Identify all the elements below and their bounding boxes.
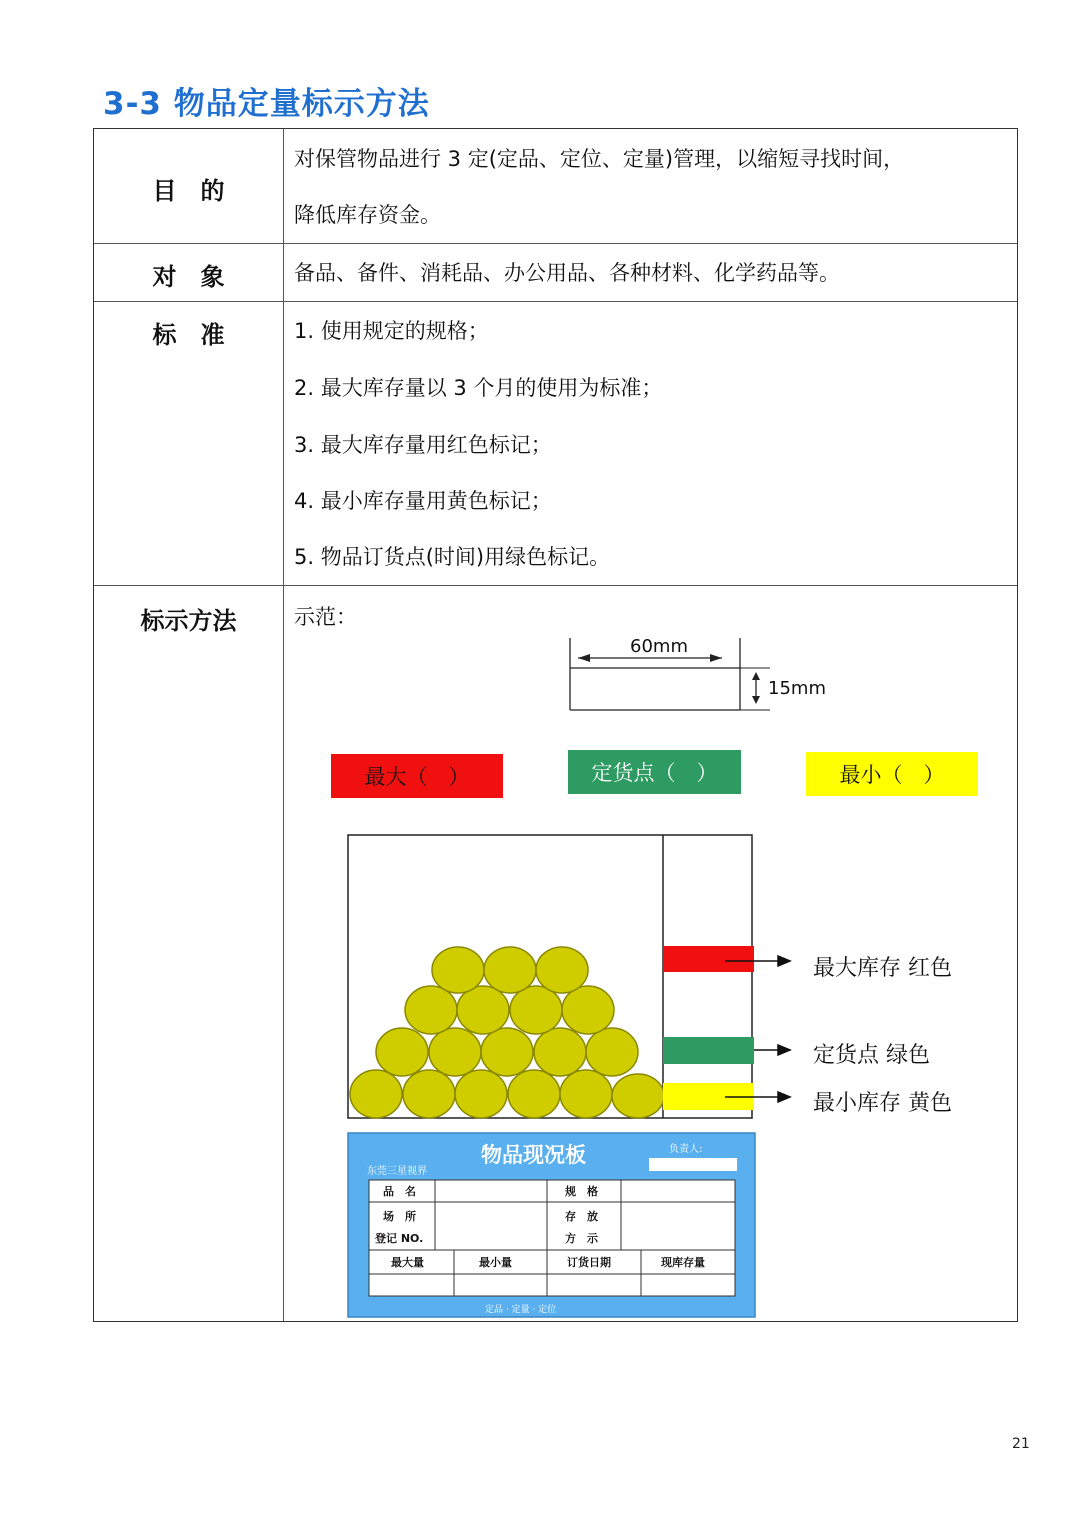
min-legend-label: 最小库存 黄色 <box>813 1091 952 1116</box>
purpose-text-line2: 降低库存资金。 <box>294 203 441 227</box>
board-storage-label: 存 放 <box>565 1210 598 1223</box>
column-divider <box>283 129 284 1321</box>
max-legend-label: 最大库存 红色 <box>813 956 952 981</box>
board-place-label: 场 所 <box>383 1210 416 1223</box>
shelf-diagram <box>340 830 1000 1125</box>
board-company: 东莞三星视界 <box>367 1166 427 1177</box>
board-storage-label: 方 示 <box>565 1232 598 1245</box>
max-level-band <box>663 946 754 972</box>
board-footer: 定品 · 定量 · 定位 <box>485 1305 557 1315</box>
purpose-text-line1: 对保管物品进行 3 定(定品、定位、定量)管理，以缩短寻找时间， <box>294 147 905 171</box>
width-dimension-label: 60mm <box>630 636 688 657</box>
demo-label: 示范： <box>294 605 357 629</box>
max-marker: 最大（ ） <box>331 754 503 798</box>
reorder-level-band <box>663 1037 754 1064</box>
row-divider <box>94 585 1017 586</box>
purpose-label: 目 的 <box>152 177 225 205</box>
standard-item: 4. 最小库存量用黄色标记； <box>294 489 552 513</box>
dimension-diagram <box>560 630 840 720</box>
board-owner-label: 负责人: <box>669 1144 703 1155</box>
board-title: 物品现况板 <box>481 1143 586 1167</box>
object-text: 备品、备件、消耗品、办公用品、各种材料、化学药品等。 <box>294 261 840 285</box>
min-marker: 最小（ ） <box>806 752 978 796</box>
row-divider <box>94 301 1017 302</box>
board-name-label: 品 名 <box>383 1185 416 1198</box>
object-label: 对 象 <box>152 263 225 291</box>
standard-item: 5. 物品订货点(时间)用绿色标记。 <box>294 545 611 569</box>
standard-item: 3. 最大库存量用红色标记； <box>294 433 552 457</box>
status-board <box>347 1132 757 1318</box>
board-reg-label: 登记 NO. <box>375 1232 424 1245</box>
height-dimension-label: 15mm <box>768 678 826 699</box>
board-spec-label: 规 格 <box>565 1185 598 1198</box>
board-col-min: 最小量 <box>479 1256 512 1269</box>
standard-item: 2. 最大库存量以 3 个月的使用为标准； <box>294 376 663 400</box>
page-number: 21 <box>1012 1436 1030 1452</box>
standard-item: 1. 使用规定的规格； <box>294 319 489 343</box>
board-col-max: 最大量 <box>391 1256 424 1269</box>
page-title: 3-3 物品定量标示方法 <box>103 86 430 122</box>
board-col-order-date: 订货日期 <box>567 1256 611 1269</box>
board-col-stock: 现库存量 <box>661 1256 705 1269</box>
reorder-legend-label: 定货点 绿色 <box>813 1043 930 1068</box>
method-label: 标示方法 <box>140 607 237 635</box>
row-divider <box>94 243 1017 244</box>
reorder-marker: 定货点（ ） <box>568 750 741 794</box>
standard-label: 标 准 <box>152 321 225 349</box>
